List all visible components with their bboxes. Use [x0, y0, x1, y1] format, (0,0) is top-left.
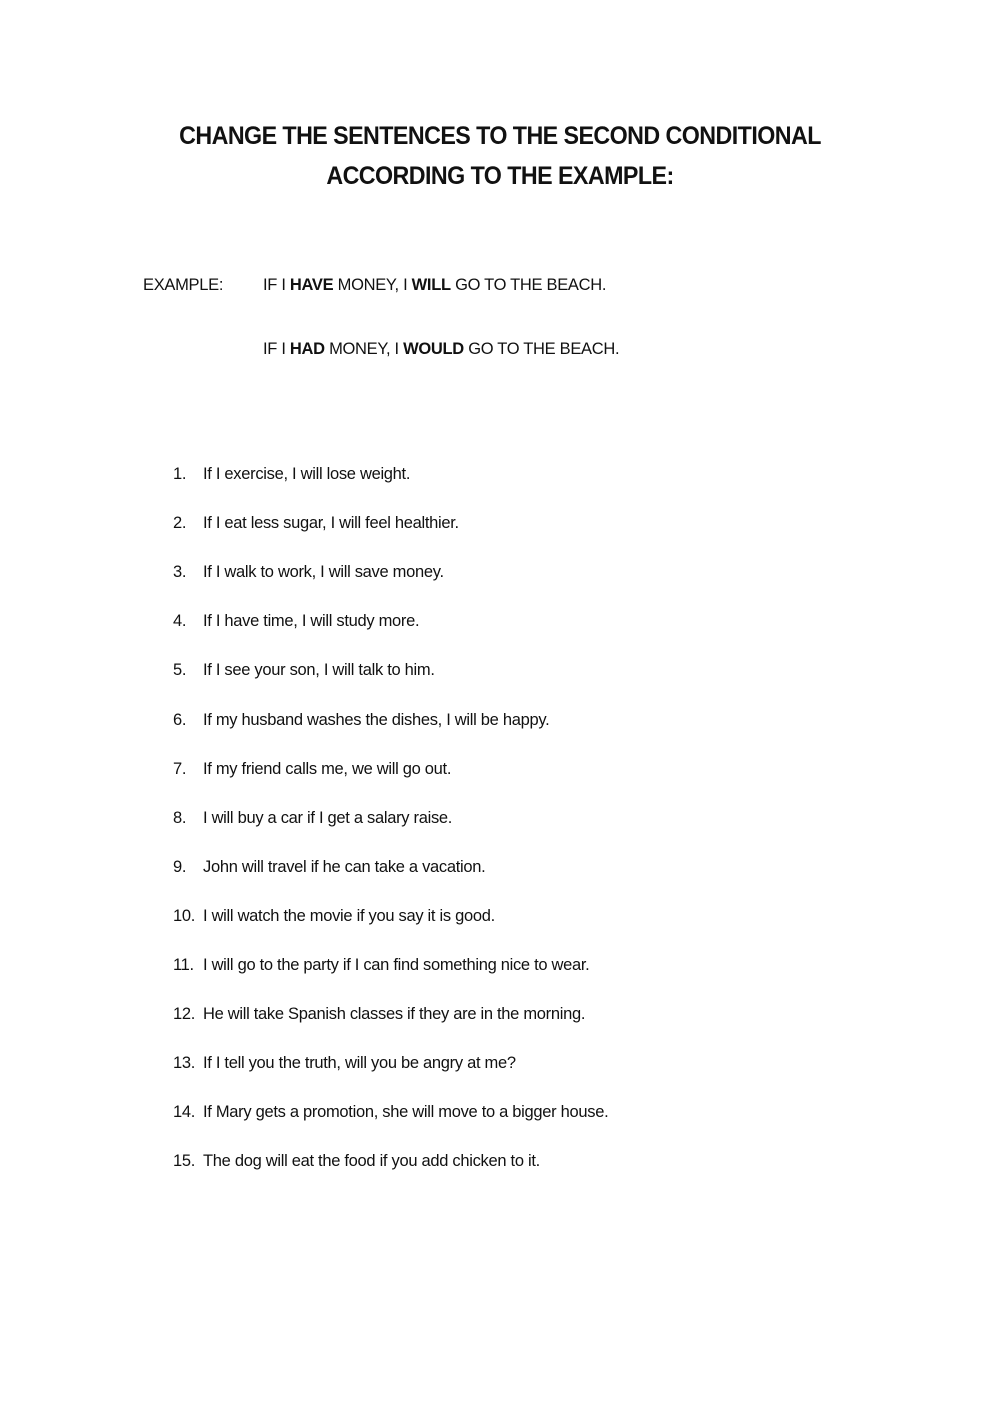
item-number: 6.: [173, 710, 187, 729]
example-sentence-converted: [263, 340, 619, 359]
item-number: 14.: [173, 1103, 196, 1122]
item-sentence: If I walk to work, I will save money.: [203, 563, 444, 582]
example-label: EXAMPLE:: [143, 276, 224, 294]
page-title-line-1: CHANGE THE SENTENCES TO THE SECOND CONDITIONAL: [179, 122, 821, 150]
item-number: 3.: [173, 563, 187, 582]
item-sentence: If I have time, I will study more.: [203, 612, 420, 631]
item-sentence: If Mary gets a promotion, she will move to a bigger house.: [203, 1103, 609, 1122]
item-number: 1.: [173, 465, 187, 483]
item-sentence: If I exercise, I will lose weight.: [203, 465, 411, 483]
item-sentence: I will go to the party if I can find something nice to wear.: [203, 956, 590, 974]
text: MONEY, I: [324, 340, 404, 358]
page-title-line-2: ACCORDING TO THE EXAMPLE:: [326, 162, 674, 190]
item-number: 5.: [173, 661, 187, 680]
bold-verb: HAD: [289, 340, 325, 358]
item-number: 11.: [173, 956, 194, 974]
text: MONEY, I: [333, 276, 412, 294]
item-number: 12.: [173, 1005, 196, 1024]
item-sentence: John will travel if he can take a vacation.: [203, 857, 486, 876]
item-number: 4.: [173, 612, 187, 631]
item-sentence: The dog will eat the food if you add chicken to it.: [203, 1152, 540, 1171]
text: IF I: [263, 276, 290, 294]
bold-verb: HAVE: [289, 276, 334, 294]
item-number: 15.: [173, 1152, 196, 1171]
item-sentence: If I eat less sugar, I will feel healthier.: [203, 514, 459, 533]
example-sentence-original: [263, 276, 606, 295]
item-number: 13.: [173, 1054, 196, 1073]
item-sentence: If I see your son, I will talk to him.: [203, 661, 435, 680]
item-sentence: If my friend calls me, we will go out.: [203, 759, 452, 778]
text: IF I: [263, 340, 290, 358]
item-sentence: I will buy a car if I get a salary raise.: [203, 808, 453, 827]
item-sentence: I will watch the movie if you say it is good.: [203, 906, 495, 925]
item-sentence: If my husband washes the dishes, I will be happy.: [203, 710, 550, 729]
bold-verb: WILL: [411, 276, 451, 294]
bold-verb: WOULD: [403, 340, 464, 358]
item-number: 9.: [173, 857, 187, 876]
item-sentence: If I tell you the truth, will you be angry at me?: [203, 1054, 516, 1073]
item-number: 7.: [173, 759, 187, 778]
item-number: 2.: [173, 514, 187, 533]
text: GO TO THE BEACH.: [450, 276, 607, 294]
item-number: 10.: [173, 906, 196, 925]
item-sentence: He will take Spanish classes if they are in the morning.: [203, 1005, 586, 1024]
text: GO TO THE BEACH.: [463, 340, 620, 358]
item-number: 8.: [173, 808, 187, 827]
